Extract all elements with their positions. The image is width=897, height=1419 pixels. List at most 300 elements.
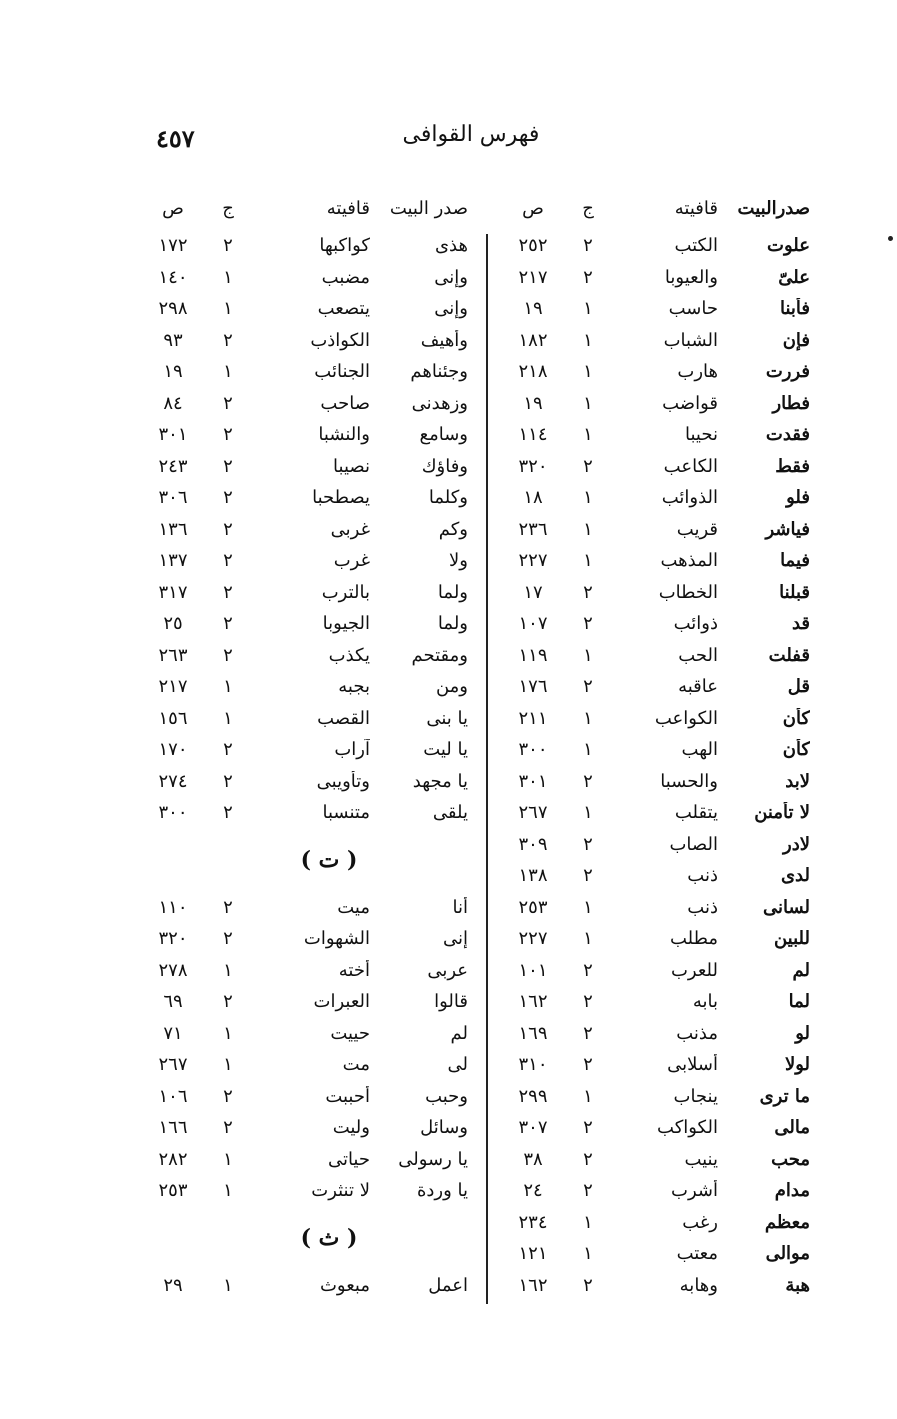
page-ref: ٨٤ bbox=[163, 392, 183, 414]
page-ref: ٢٦٧ bbox=[518, 802, 548, 824]
volume-number: ١ bbox=[223, 1180, 233, 1202]
verse-start: عربى bbox=[427, 959, 468, 981]
verse-start: يا بنى bbox=[426, 707, 468, 729]
page-ref: ١٨ bbox=[523, 487, 543, 509]
rhyme-word: الشهوات bbox=[303, 928, 370, 950]
page-ref: ١٩ bbox=[523, 392, 543, 414]
verse-start: علىّ bbox=[778, 266, 810, 288]
page-ref: ١٧٠ bbox=[158, 739, 188, 761]
verse-start: وزهدنى bbox=[411, 392, 468, 414]
page-ref: ١٨٢ bbox=[518, 329, 548, 351]
volume-number: ٢ bbox=[223, 581, 233, 603]
index-row bbox=[480, 703, 810, 735]
page-ref: ٣٠١ bbox=[518, 770, 548, 792]
rhyme-word: الكاعب bbox=[663, 455, 718, 477]
index-row bbox=[130, 1018, 468, 1050]
index-row bbox=[130, 451, 468, 483]
rhyme-word: الحب bbox=[678, 644, 718, 666]
page-ref: ١٠٦ bbox=[158, 1085, 188, 1107]
verse-start: وسامع bbox=[419, 424, 468, 446]
index-row bbox=[130, 797, 468, 829]
rhyme-word: القصب bbox=[317, 707, 370, 729]
volume-number: ١ bbox=[583, 424, 593, 446]
index-row bbox=[130, 356, 468, 388]
page-ref: ٣٨ bbox=[523, 1148, 543, 1170]
rhyme-word: ذوائب bbox=[673, 613, 718, 635]
page-ref: ٢٢٧ bbox=[518, 928, 548, 950]
index-row bbox=[480, 293, 810, 325]
volume-number: ١ bbox=[583, 518, 593, 540]
verse-start: قالوا bbox=[434, 991, 468, 1013]
rhyme-word: والنشبا bbox=[318, 424, 370, 446]
index-row bbox=[130, 766, 468, 798]
left-rows-tha bbox=[130, 1270, 468, 1302]
header-qafiya: قافيته bbox=[326, 197, 370, 219]
verse-start: ومقتحم bbox=[411, 644, 468, 666]
rhyme-word: حييت bbox=[330, 1022, 370, 1044]
verse-start: فياشر bbox=[765, 518, 810, 540]
page-ref: ١١٤ bbox=[518, 424, 548, 446]
rhyme-word: نحيبا bbox=[685, 424, 718, 446]
rhyme-word: وليت bbox=[332, 1117, 370, 1139]
page-ref: ٢٩٨ bbox=[158, 298, 188, 320]
verse-start: وأهيف bbox=[420, 329, 468, 351]
page-ref: ٦٩ bbox=[163, 991, 183, 1013]
index-row bbox=[480, 230, 810, 262]
volume-number: ٢ bbox=[223, 487, 233, 509]
rhyme-word: الشباب bbox=[663, 329, 718, 351]
index-row bbox=[480, 262, 810, 294]
volume-number: ٢ bbox=[583, 676, 593, 698]
volume-number: ٢ bbox=[223, 424, 233, 446]
volume-number: ١ bbox=[223, 1022, 233, 1044]
rhyme-word: المذهب bbox=[660, 550, 718, 572]
verse-start: علوت bbox=[767, 235, 810, 257]
rhyme-word: لا تنثرت bbox=[311, 1180, 370, 1202]
index-row bbox=[480, 1238, 810, 1270]
index-row bbox=[130, 671, 468, 703]
rhyme-word: يتصعب bbox=[317, 298, 370, 320]
rhyme-word: حياتى bbox=[327, 1148, 370, 1170]
index-row bbox=[130, 1144, 468, 1176]
volume-number: ٢ bbox=[223, 1117, 233, 1139]
right-column bbox=[480, 186, 810, 1316]
header-juz: ج bbox=[222, 197, 234, 219]
verse-start: فلو bbox=[786, 487, 810, 509]
volume-number: ٢ bbox=[583, 613, 593, 635]
rhyme-word: رغب bbox=[682, 1211, 718, 1233]
verse-start: فيما bbox=[780, 550, 810, 572]
index-row bbox=[480, 923, 810, 955]
volume-number: ٢ bbox=[223, 991, 233, 1013]
page-ref: ٢٧٨ bbox=[158, 959, 188, 981]
verse-start: ما ترى bbox=[759, 1085, 810, 1107]
volume-number: ١ bbox=[583, 361, 593, 383]
page-ref: ١١٩ bbox=[518, 644, 548, 666]
page-ref: ١٢١ bbox=[518, 1243, 548, 1265]
index-row bbox=[130, 545, 468, 577]
verse-start: قفلت bbox=[768, 644, 810, 666]
rhyme-word: أخته bbox=[338, 959, 370, 981]
header-page: ص bbox=[522, 197, 544, 219]
page-ref: ٣٠٧ bbox=[518, 1117, 548, 1139]
verse-start: قل bbox=[787, 676, 810, 698]
rhyme-word: حاسب bbox=[668, 298, 718, 320]
index-row bbox=[130, 986, 468, 1018]
left-column bbox=[130, 186, 468, 1316]
verse-start: لادر bbox=[783, 833, 810, 855]
page-ref: ٣٠٦ bbox=[158, 487, 188, 509]
volume-number: ١ bbox=[583, 392, 593, 414]
verse-start: قبلنا bbox=[779, 581, 810, 603]
page-ref: ٢٤٣ bbox=[158, 455, 188, 477]
index-row bbox=[480, 451, 810, 483]
page-ref: ٢٦٧ bbox=[158, 1054, 188, 1076]
index-row bbox=[130, 1270, 468, 1302]
verse-start: أنا bbox=[452, 896, 468, 918]
verse-start: فقط bbox=[775, 455, 810, 477]
page-ref: ٢٧٤ bbox=[158, 770, 188, 792]
verse-start: لى bbox=[447, 1054, 468, 1076]
page-ref: ٣٠٠ bbox=[518, 739, 548, 761]
page-ref: ٢١٧ bbox=[158, 676, 188, 698]
volume-number: ٢ bbox=[583, 991, 593, 1013]
verse-start: وحبب bbox=[425, 1085, 468, 1107]
rhyme-word: مذنب bbox=[676, 1022, 718, 1044]
header-juz: ج bbox=[582, 197, 594, 219]
rhyme-word: هارب bbox=[677, 361, 718, 383]
page-ref: ٢١٧ bbox=[518, 266, 548, 288]
index-row bbox=[480, 860, 810, 892]
left-rows-ta bbox=[130, 892, 468, 1207]
page-number: ٤٥٧ bbox=[156, 124, 195, 153]
rhyme-word: عاقبه bbox=[678, 676, 718, 698]
volume-number: ١ bbox=[583, 707, 593, 729]
volume-number: ٢ bbox=[223, 802, 233, 824]
index-row bbox=[130, 293, 468, 325]
page-ref: ٢٥٢ bbox=[518, 235, 548, 257]
verse-start: يلقى bbox=[432, 802, 468, 824]
index-row bbox=[480, 482, 810, 514]
volume-number: ١ bbox=[223, 1148, 233, 1170]
verse-start: لا تأمنن bbox=[754, 802, 810, 824]
rhyme-word: ينجاب bbox=[673, 1085, 718, 1107]
verse-start: وسائل bbox=[420, 1117, 468, 1139]
page-ref: ١٩ bbox=[523, 298, 543, 320]
rhyme-word: مضبب bbox=[321, 266, 370, 288]
rhyme-word: وهابه bbox=[679, 1274, 718, 1296]
volume-number: ٢ bbox=[583, 1054, 593, 1076]
page-title: فهرس القوافى bbox=[402, 122, 540, 147]
rhyme-word: مطلب bbox=[669, 928, 718, 950]
verse-start: وإنى bbox=[434, 298, 468, 320]
page-ref: ١٧٢ bbox=[158, 235, 188, 257]
volume-number: ١ bbox=[583, 1243, 593, 1265]
verse-start: مالى bbox=[774, 1117, 810, 1139]
page-ref: ٢٥ bbox=[163, 613, 183, 635]
rhyme-word: غربى bbox=[330, 518, 370, 540]
volume-number: ٢ bbox=[223, 644, 233, 666]
index-row bbox=[480, 955, 810, 987]
page-ref: ١٦٢ bbox=[518, 1274, 548, 1296]
volume-number: ٢ bbox=[583, 959, 593, 981]
verse-start: فقدت bbox=[765, 424, 810, 446]
index-row bbox=[480, 766, 810, 798]
rhyme-word: غرب bbox=[333, 550, 370, 572]
index-row bbox=[480, 608, 810, 640]
rhyme-word: معتب bbox=[676, 1243, 718, 1265]
rhyme-word: بابه bbox=[692, 991, 718, 1013]
verse-start: فطار bbox=[772, 392, 810, 414]
page-ref: ٣١٧ bbox=[158, 581, 188, 603]
page-ref: ٢١١ bbox=[518, 707, 548, 729]
volume-number: ١ bbox=[583, 1211, 593, 1233]
page-ref: ٢٥٣ bbox=[158, 1180, 188, 1202]
volume-number: ١ bbox=[583, 329, 593, 351]
verse-start: وكلما bbox=[428, 487, 468, 509]
volume-number: ١ bbox=[223, 266, 233, 288]
rhyme-word: أسلابى bbox=[667, 1054, 718, 1076]
rhyme-word: قريب bbox=[676, 518, 718, 540]
volume-number: ٢ bbox=[583, 1274, 593, 1296]
rhyme-word: ميت bbox=[337, 896, 370, 918]
rhyme-word: يكذب bbox=[328, 644, 370, 666]
header-qafiya: قافيته bbox=[674, 197, 718, 219]
verse-start: يا وردة bbox=[416, 1180, 468, 1202]
verse-start: ولما bbox=[437, 581, 468, 603]
verse-start: وفاؤك bbox=[421, 455, 468, 477]
volume-number: ١ bbox=[223, 1274, 233, 1296]
volume-number: ٢ bbox=[223, 392, 233, 414]
rhyme-word: آراب bbox=[334, 739, 370, 761]
rhyme-word: أشرب bbox=[671, 1180, 718, 1202]
volume-number: ٢ bbox=[583, 1022, 593, 1044]
volume-number: ٢ bbox=[223, 896, 233, 918]
verse-start: قد bbox=[791, 613, 810, 635]
index-row bbox=[480, 640, 810, 672]
page-ref: ١٦٩ bbox=[518, 1022, 548, 1044]
verse-start: اعمل bbox=[428, 1274, 468, 1296]
volume-number: ٢ bbox=[583, 266, 593, 288]
page-ref: ١١٠ bbox=[158, 896, 188, 918]
verse-start: للبين bbox=[773, 928, 810, 950]
volume-number: ٢ bbox=[223, 329, 233, 351]
volume-number: ٢ bbox=[583, 833, 593, 855]
index-row bbox=[480, 514, 810, 546]
page-ref: ٢٨٢ bbox=[158, 1148, 188, 1170]
volume-number: ١ bbox=[223, 959, 233, 981]
verse-start: معظم bbox=[764, 1211, 810, 1233]
index-row bbox=[480, 1175, 810, 1207]
volume-number: ٢ bbox=[583, 865, 593, 887]
verse-start: موالى bbox=[765, 1243, 810, 1265]
page-ref: ١٠٧ bbox=[518, 613, 548, 635]
verse-start: لو bbox=[795, 1022, 810, 1044]
volume-number: ٢ bbox=[223, 550, 233, 572]
index-row bbox=[130, 388, 468, 420]
volume-number: ١ bbox=[583, 928, 593, 950]
index-row bbox=[130, 325, 468, 357]
index-row bbox=[480, 734, 810, 766]
index-row bbox=[480, 1270, 810, 1302]
rhyme-word: الخطاب bbox=[658, 581, 718, 603]
volume-number: ٢ bbox=[223, 770, 233, 792]
verse-start: كأن bbox=[782, 739, 810, 761]
left-column-header bbox=[130, 186, 468, 230]
verse-start: وكم bbox=[438, 518, 468, 540]
rhyme-word: أحببت bbox=[325, 1085, 370, 1107]
volume-number: ٢ bbox=[223, 928, 233, 950]
page-ref: ٢١٨ bbox=[518, 361, 548, 383]
page-ref: ١٦٦ bbox=[158, 1117, 188, 1139]
volume-number: ١ bbox=[583, 739, 593, 761]
rhyme-word: متنسبا bbox=[322, 802, 370, 824]
volume-number: ١ bbox=[583, 644, 593, 666]
volume-number: ٢ bbox=[223, 455, 233, 477]
margin-dot bbox=[888, 236, 893, 241]
volume-number: ١ bbox=[583, 802, 593, 824]
verse-start: لدى bbox=[780, 865, 810, 887]
verse-start: وجئناهم bbox=[410, 361, 468, 383]
volume-number: ٢ bbox=[223, 518, 233, 540]
index-row bbox=[130, 923, 468, 955]
index-row bbox=[480, 419, 810, 451]
verse-start: لم bbox=[792, 959, 810, 981]
right-column-header bbox=[480, 186, 810, 230]
page-ref: ١٣٦ bbox=[158, 518, 188, 540]
index-row bbox=[480, 1144, 810, 1176]
verse-start: يا مجهد bbox=[412, 770, 468, 792]
rhyme-word: يتقلب bbox=[674, 802, 718, 824]
column-divider bbox=[486, 234, 488, 1304]
page-ref: ٢٤ bbox=[523, 1180, 543, 1202]
rhyme-word: والحسبا bbox=[660, 770, 718, 792]
rhyme-word: وتأويبى bbox=[316, 770, 370, 792]
section-title-tha: ( ث ) bbox=[300, 1224, 358, 1251]
rhyme-word: نصيبا bbox=[333, 455, 370, 477]
page-ref: ٣٠١ bbox=[158, 424, 188, 446]
volume-number: ٢ bbox=[583, 1117, 593, 1139]
index-row bbox=[480, 986, 810, 1018]
page-ref: ١٠١ bbox=[518, 959, 548, 981]
verse-start: محب bbox=[771, 1148, 810, 1170]
page-ref: ٣٢٠ bbox=[518, 455, 548, 477]
rhyme-word: العبرات bbox=[313, 991, 370, 1013]
rhyme-word: الكواكب bbox=[657, 1117, 718, 1139]
index-row bbox=[480, 1081, 810, 1113]
rhyme-word: الكواعب bbox=[654, 707, 718, 729]
volume-number: ١ bbox=[223, 298, 233, 320]
index-row bbox=[480, 325, 810, 357]
verse-start: وإنى bbox=[434, 266, 468, 288]
page-ref: ٣٠٩ bbox=[518, 833, 548, 855]
index-row bbox=[480, 797, 810, 829]
volume-number: ١ bbox=[223, 361, 233, 383]
verse-start: فأبنا bbox=[779, 298, 810, 320]
verse-start: إنى bbox=[442, 928, 468, 950]
page-header bbox=[140, 118, 802, 158]
rhyme-word: مت bbox=[342, 1054, 370, 1076]
volume-number: ٢ bbox=[583, 1180, 593, 1202]
rhyme-word: ذنب bbox=[687, 896, 718, 918]
verse-start: فررت bbox=[765, 361, 810, 383]
page-ref: ٢٢٧ bbox=[518, 550, 548, 572]
index-row bbox=[130, 703, 468, 735]
left-rows-ba bbox=[130, 230, 468, 829]
volume-number: ٢ bbox=[583, 770, 593, 792]
index-row bbox=[130, 640, 468, 672]
page-ref: ١٧ bbox=[523, 581, 543, 603]
page-ref: ٢٦٣ bbox=[158, 644, 188, 666]
page-ref: ٢٣٤ bbox=[518, 1211, 548, 1233]
rhyme-word: الذوائب bbox=[661, 487, 718, 509]
verse-start: لولا bbox=[784, 1054, 810, 1076]
verse-start: كأن bbox=[782, 707, 810, 729]
verse-start: لم bbox=[450, 1022, 468, 1044]
page-ref: ٩٣ bbox=[163, 329, 183, 351]
verse-start: لما bbox=[788, 991, 810, 1013]
index-row bbox=[130, 482, 468, 514]
index-row bbox=[130, 577, 468, 609]
volume-number: ١ bbox=[583, 487, 593, 509]
index-row bbox=[480, 1112, 810, 1144]
right-column-body bbox=[480, 230, 810, 1301]
rhyme-word: قواضب bbox=[662, 392, 718, 414]
rhyme-word: ذنب bbox=[687, 865, 718, 887]
index-row bbox=[480, 671, 810, 703]
index-row bbox=[130, 1175, 468, 1207]
page-ref: ١٣٨ bbox=[518, 865, 548, 887]
rhyme-word: بجبه bbox=[338, 676, 370, 698]
volume-number: ٢ bbox=[223, 235, 233, 257]
volume-number: ١ bbox=[223, 707, 233, 729]
index-row bbox=[130, 955, 468, 987]
rhyme-word: الكواذب bbox=[310, 329, 370, 351]
verse-start: هذى bbox=[434, 235, 468, 257]
volume-number: ١ bbox=[583, 298, 593, 320]
index-row bbox=[130, 230, 468, 262]
page-ref: ٧١ bbox=[163, 1022, 183, 1044]
rhyme-word: كواكبها bbox=[319, 235, 370, 257]
verse-start: ومن bbox=[435, 676, 468, 698]
index-columns bbox=[130, 186, 810, 1316]
volume-number: ١ bbox=[583, 896, 593, 918]
page-ref: ٣٢٠ bbox=[158, 928, 188, 950]
verse-start: يا ليت bbox=[423, 739, 468, 761]
rhyme-word: يصطحبا bbox=[312, 487, 370, 509]
volume-number: ٢ bbox=[583, 235, 593, 257]
index-row bbox=[480, 1049, 810, 1081]
header-sadr: صدرالبيت bbox=[737, 197, 810, 219]
rhyme-word: للعرب bbox=[670, 959, 718, 981]
volume-number: ٢ bbox=[583, 581, 593, 603]
verse-start: يا رسولى bbox=[398, 1148, 468, 1170]
index-row bbox=[130, 1081, 468, 1113]
page-ref: ١٣٧ bbox=[158, 550, 188, 572]
rhyme-word: الجنائب bbox=[314, 361, 370, 383]
index-row bbox=[130, 514, 468, 546]
page-ref: ٣١٠ bbox=[518, 1054, 548, 1076]
index-row bbox=[480, 388, 810, 420]
index-row bbox=[480, 356, 810, 388]
index-row bbox=[480, 829, 810, 861]
page-ref: ٢٣٦ bbox=[518, 518, 548, 540]
volume-number: ١ bbox=[583, 550, 593, 572]
index-row bbox=[480, 577, 810, 609]
index-row bbox=[130, 419, 468, 451]
verse-start: فإن bbox=[782, 329, 810, 351]
verse-start: مدام bbox=[774, 1180, 810, 1202]
